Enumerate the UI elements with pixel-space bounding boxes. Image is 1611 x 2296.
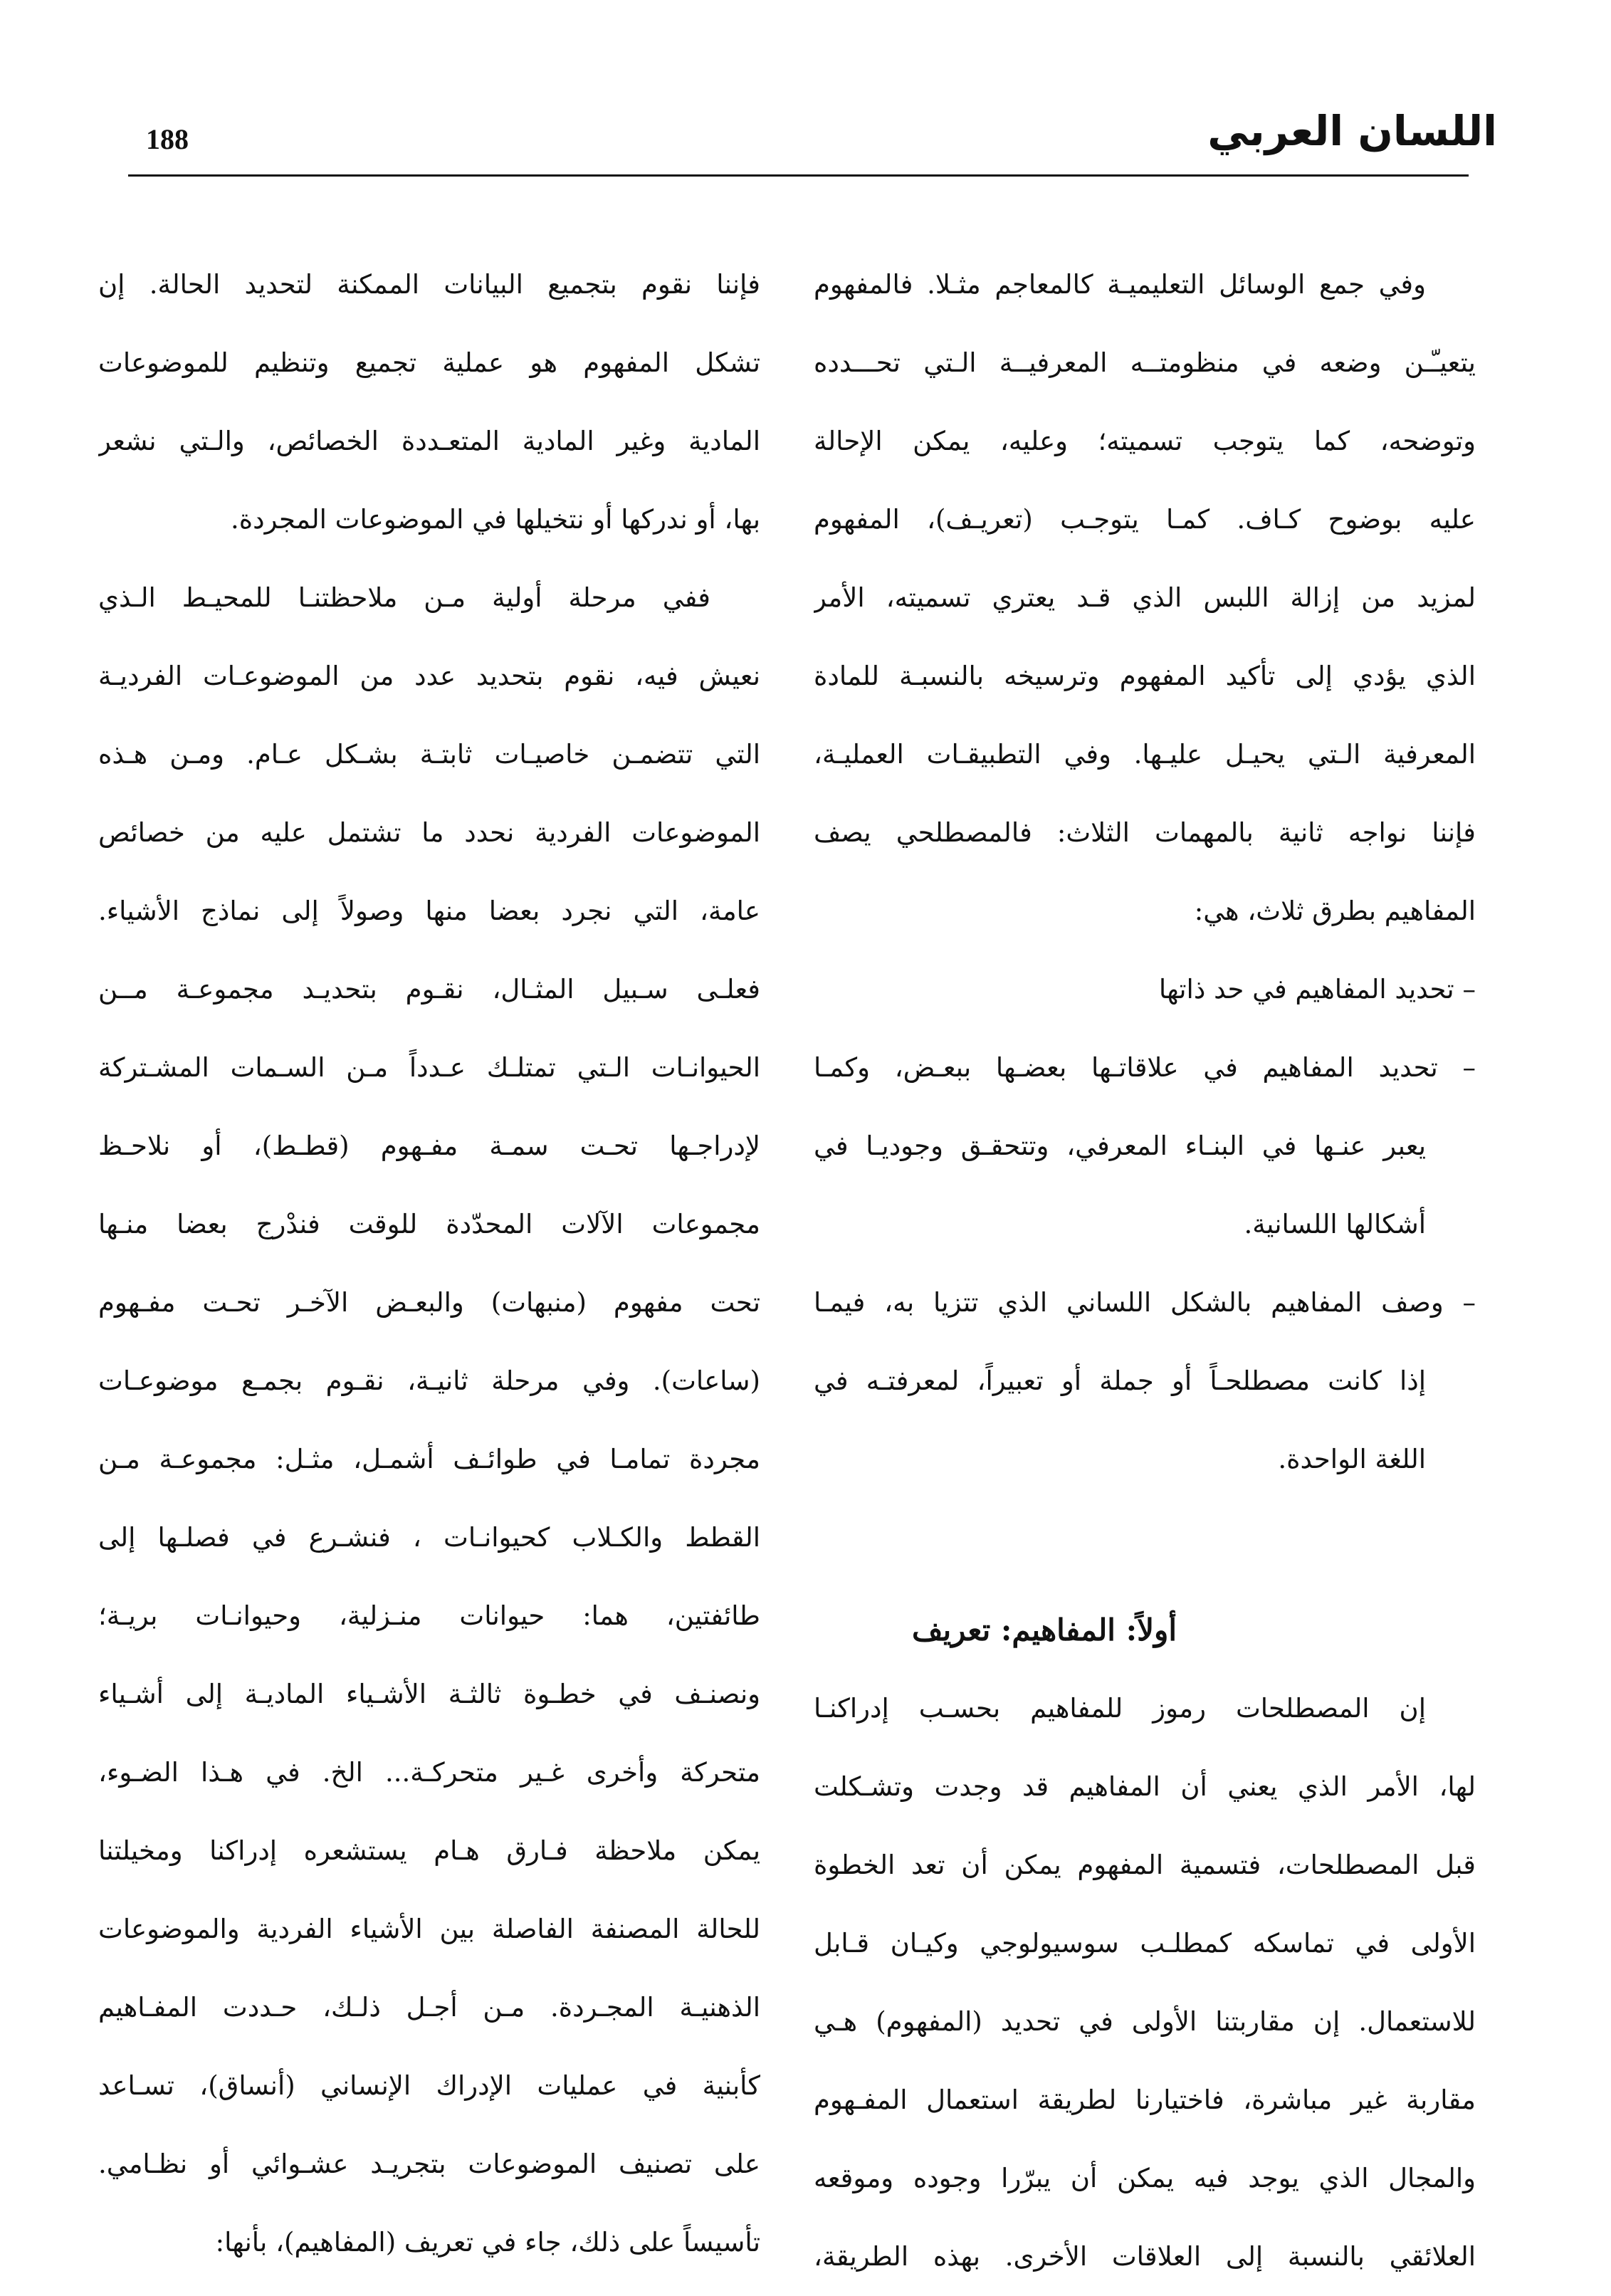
text-line: الموضوعات الفردية نحدد ما تشتمل عليه من خصائص xyxy=(98,817,760,848)
section-heading: أولاً: المفاهيم: تعريف xyxy=(911,1613,1177,1647)
left-column xyxy=(98,246,760,2282)
text-line: يتعيـّـن وضعه في منظومتــه المعرفيــة الـتي تحـــدده xyxy=(814,347,1476,378)
bullet-item: – تحديد المفاهيم في حد ذاتها xyxy=(1158,974,1476,1005)
text-line: لمزيد من إزالة اللبس الذي قـد يعتري تسميته، الأمر xyxy=(814,582,1476,613)
text-line: التي تتضمـن خاصيـات ثابتـة بشـكل عـام. ومـن هـذه xyxy=(98,739,760,770)
text-line: المعرفية الـتي يحيـل عليـها. وفي التطبيقـات العمليـة، xyxy=(814,739,1476,770)
text-line: تحت مفهوم (منبهات) والبعـض الآخـر تحـت مفـهوم xyxy=(98,1287,760,1318)
bullet-item: – وصف المفاهيم بالشكل اللساني الذي تتزيا به، فيمـا xyxy=(814,1287,1476,1318)
text-line: يمكن ملاحظة فـارق هـام يستشعره إدراكنا ومخيلتنا xyxy=(98,1835,760,1866)
right-column xyxy=(814,246,1476,2296)
text-line: الأولى في تماسكه كمطلـب سوسيولوجي وكيـان قـابل xyxy=(814,1928,1476,1959)
text-line: أشكالها اللسانية. xyxy=(1244,1209,1426,1239)
page-number: 188 xyxy=(146,123,189,155)
text-line: فإننا نواجه ثانية بالمهمات الثلاث: فالمصطلحي يصف xyxy=(814,817,1476,848)
text-line: متحركة وأخرى غـير متحركـة... الخ. في هـذا الضـوء، xyxy=(98,1757,760,1788)
text-line: للحالة المصنفة الفاصلة بين الأشياء الفردية والموضوعات xyxy=(98,1914,760,1944)
text-line: الذي يؤدي إلى تأكيد المفهوم وترسيخه بالنسبـة للمادة xyxy=(814,661,1476,691)
text-line: على تصنيف الموضوعات بتجريـد عشـوائي أو نظـامي. xyxy=(98,2149,760,2179)
text-line: طائفتين، هما: حيوانات منـزلية، وحيوانـات بريـة؛ xyxy=(98,1600,760,1631)
text-line: الذهنيـة المجـردة. مـن أجـل ذلـك، حـددت المفـاهيم xyxy=(98,1992,760,2023)
text-line: فإننا نقوم بتجميع البيانات الممكنة لتحديد الحالة. إن xyxy=(98,269,760,300)
bullet-list xyxy=(814,950,1476,1499)
text-line: عامة، التي نجرد بعضا منها وصولاً إلى نماذج الأشياء. xyxy=(98,896,760,926)
text-line: كأبنية في عمليات الإدراك الإنساني (أنساق)، تسـاعد xyxy=(98,2070,760,2101)
text-line: إن المصطلحات رموز للمفاهيم بحسـب إدراكنـا xyxy=(814,1693,1426,1724)
text-line: ونصنـف في خطـوة ثالثـة الأشـياء الماديـة إلى أشـياء xyxy=(98,1679,760,1709)
text-line: مجموعات الآلات المحدّدة للوقت فندْرج بعضا منـها xyxy=(98,1209,760,1239)
text-line: ففي مرحلة أولية مـن ملاحظتنـا للمحيـط الـذي xyxy=(98,582,710,613)
text-line: الحيوانـات الـتي تمتلـك عـدداً مـن السـمات المشـتركة xyxy=(98,1052,760,1083)
text-line: اللغة الواحدة. xyxy=(1278,1444,1426,1474)
text-line: قبل المصطلحات، فتسمية المفهوم يمكن أن تعد الخطوة xyxy=(814,1850,1476,1880)
text-line: إذا كانت مصطلحـاً أو جملة أو تعبيراً، لمعرفتـه في xyxy=(814,1365,1426,1396)
paragraph xyxy=(98,559,760,2282)
text-line: فعلـى سـبيل المثـال، نقـوم بتحديـد مجموعـة مــن xyxy=(98,974,760,1005)
text-line: مقاربة غير مباشرة، فاختيارنا لطريقة استعمال المفـهوم xyxy=(814,2085,1476,2115)
paragraph xyxy=(814,246,1476,950)
paragraph xyxy=(814,1669,1476,2296)
text-line: مجردة تمامـا في طوائـف أشمـل، مثـل: مجموعـة مـن xyxy=(98,1444,760,1474)
text-line: تشكل المفهوم هو عملية تجميع وتنظيم للموضوعات xyxy=(98,347,760,378)
text-line: القطط والكـلاب كحيوانـات ، فنشـرع في فصلـها إلى xyxy=(98,1522,760,1553)
text-line: للاستعمال. إن مقاربتنا الأولى في تحديد (المفهوم) هـي xyxy=(814,2006,1476,2037)
journal-title: اللسان العربي xyxy=(1207,107,1497,155)
header-rule xyxy=(128,174,1469,177)
text-line: بها، أو ندركها أو نتخيلها في الموضوعات المجردة. xyxy=(231,504,760,535)
paragraph xyxy=(98,246,760,559)
text-line: العلائقي بالنسبة إلى العلاقات الأخرى. بهذه الطريقة، xyxy=(814,2241,1476,2272)
text-line: (ساعات). وفي مرحلة ثانيـة، نقـوم بجمـع موضوعـات xyxy=(98,1365,760,1396)
text-line: وفي جمع الوسائل التعليميـة كالمعاجم مثـلا. فالمفهوم xyxy=(814,269,1426,300)
text-line: تأسيساً على ذلك، جاء في تعريف (المفاهيم)، بأنها: xyxy=(215,2227,760,2258)
text-line: وتوضحه، كما يتوجب تسميته؛ وعليه، يمكن الإحالة xyxy=(814,426,1476,456)
text-line: نعيش فيه، نقوم بتحديد عدد من الموضوعـات الفرديـة xyxy=(98,661,760,691)
text-line: والمجال الذي يوجد فيه يمكن أن يبرّرا وجوده وموقعه xyxy=(814,2163,1476,2193)
text-line: لها، الأمر الذي يعني أن المفاهيم قد وجدت وتشـكلت xyxy=(814,1771,1476,1802)
text-line: المفاهيم بطرق ثلاث، هي: xyxy=(1194,896,1476,926)
bullet-item: – تحديد المفاهيم في علاقاتـها بعضـها ببعـض، وكمـا xyxy=(814,1052,1476,1083)
text-line: يعبر عنـها في البنـاء المعرفي، وتتحقـق وجوديـا في xyxy=(814,1131,1426,1161)
text-line: لإدراجـها تحـت سمـة مفـهوم (قطـط)، أو نلاحـظ xyxy=(98,1131,760,1161)
text-line: المادية وغير المادية المتعـددة الخصائص، والـتي نشعر xyxy=(98,426,760,456)
text-line: عليه بوضوح كـاف. كمـا يتوجـب (تعريـف)، المفهوم xyxy=(814,504,1476,535)
